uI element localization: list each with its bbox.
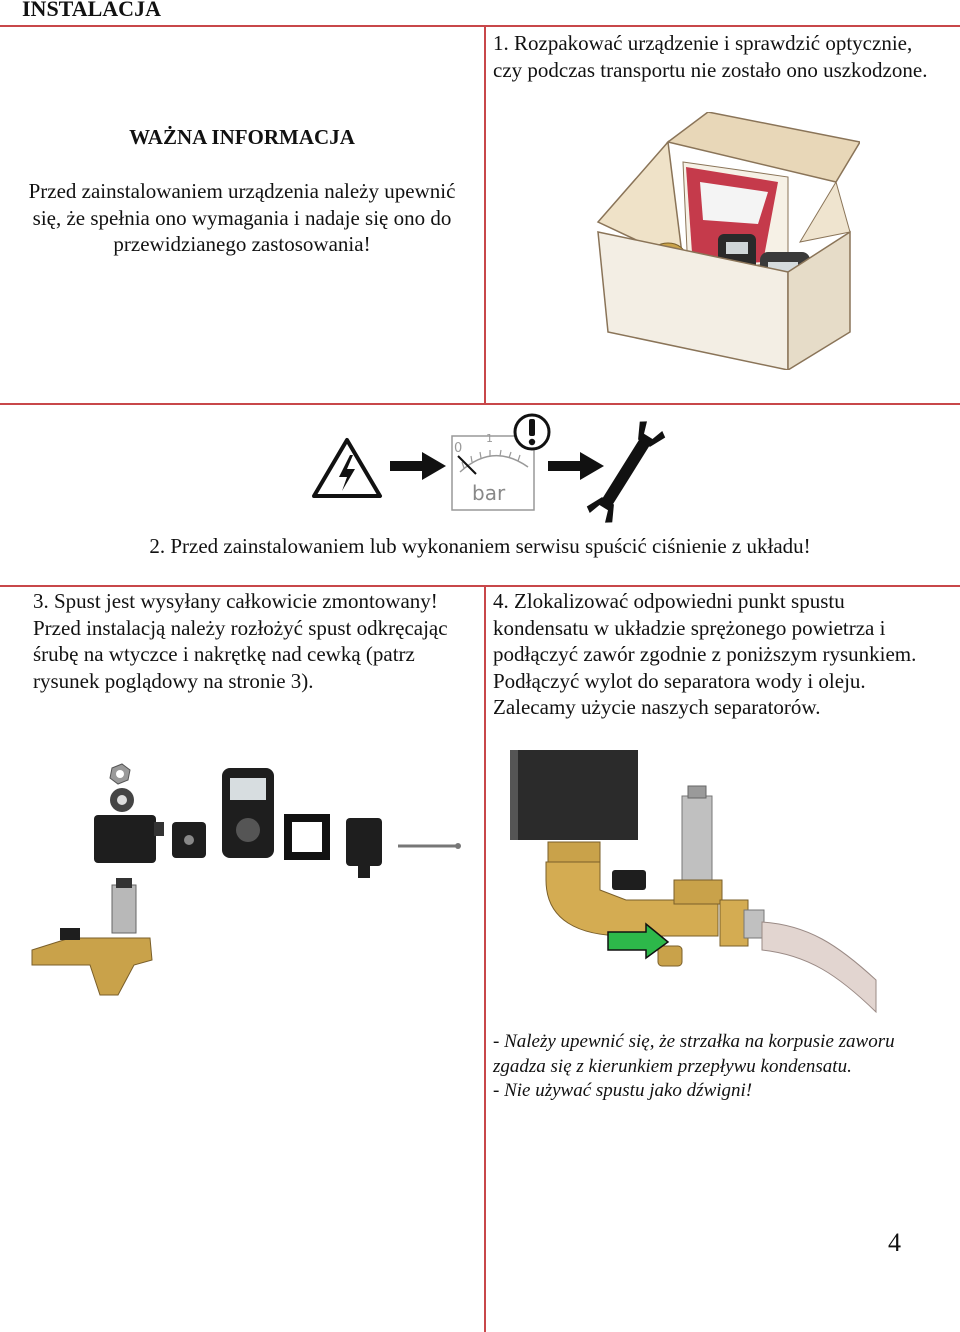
note-no-lever: - Nie używać spustu jako dźwigni! [493, 1080, 753, 1101]
rule-lower [0, 585, 960, 587]
installation-notes [493, 1030, 933, 1104]
rule-vertical-bottom [484, 585, 486, 1332]
important-text: Przed zainstalowaniem urządzenia należy upewnić się, że spełnia ono wymagania i nadaje się ono do przewidzianego zastosowania! [28, 179, 456, 256]
high-voltage-icon [311, 437, 383, 499]
rule-middle [0, 403, 960, 405]
installation-illustration [508, 750, 880, 1015]
svg-text:1: 1 [486, 432, 493, 445]
drain-parts-illustration [30, 760, 470, 1000]
step2-text: 2. Przed zainstalowaniem lub wykonaniem serwisu spuścić ciśnienie z układu! [149, 534, 811, 558]
pressure-gauge-icon [450, 412, 552, 512]
page-number: 4 [888, 1228, 901, 1257]
step3-text: 3. Spust jest wysyłany całkowicie zmontowany! Przed instalacją należy rozłożyć spust odkręcając śrubę na wtyczce i nakrętkę nad cewką (patrz rysunek poglądowy na stronie 3). [33, 589, 448, 693]
step4-text: 4. Zlokalizować odpowiedni punkt spustu kondensatu w układzie sprężonego powietrza i podłączyć zawór zgodnie z poniższym rysunkiem. Podłączyć wylot do separatora wody i oleju. Zalecamy użycie naszych separatorów. [493, 589, 917, 719]
rule-vertical-top [484, 25, 486, 405]
svg-text:bar: bar [472, 481, 506, 505]
arrow-right-icon [390, 452, 446, 480]
page-title: INSTALACJA [22, 0, 161, 21]
rule-top [0, 25, 960, 27]
step1-text: 1. Rozpakować urządzenie i sprawdzić optycznie, czy podczas transportu nie zostało ono uszkodzone. [493, 31, 928, 82]
svg-text:0: 0 [454, 441, 463, 456]
open-box-illustration [588, 112, 860, 370]
important-heading: WAŻNA INFORMACJA [129, 125, 355, 149]
warning-icon [515, 415, 549, 449]
note-flow-direction: - Należy upewnić się, że strzałka na korpusie zaworu zgadza się z kierunkiem przepływu kondensatu. [493, 1031, 895, 1077]
wrench-icon [585, 418, 667, 526]
